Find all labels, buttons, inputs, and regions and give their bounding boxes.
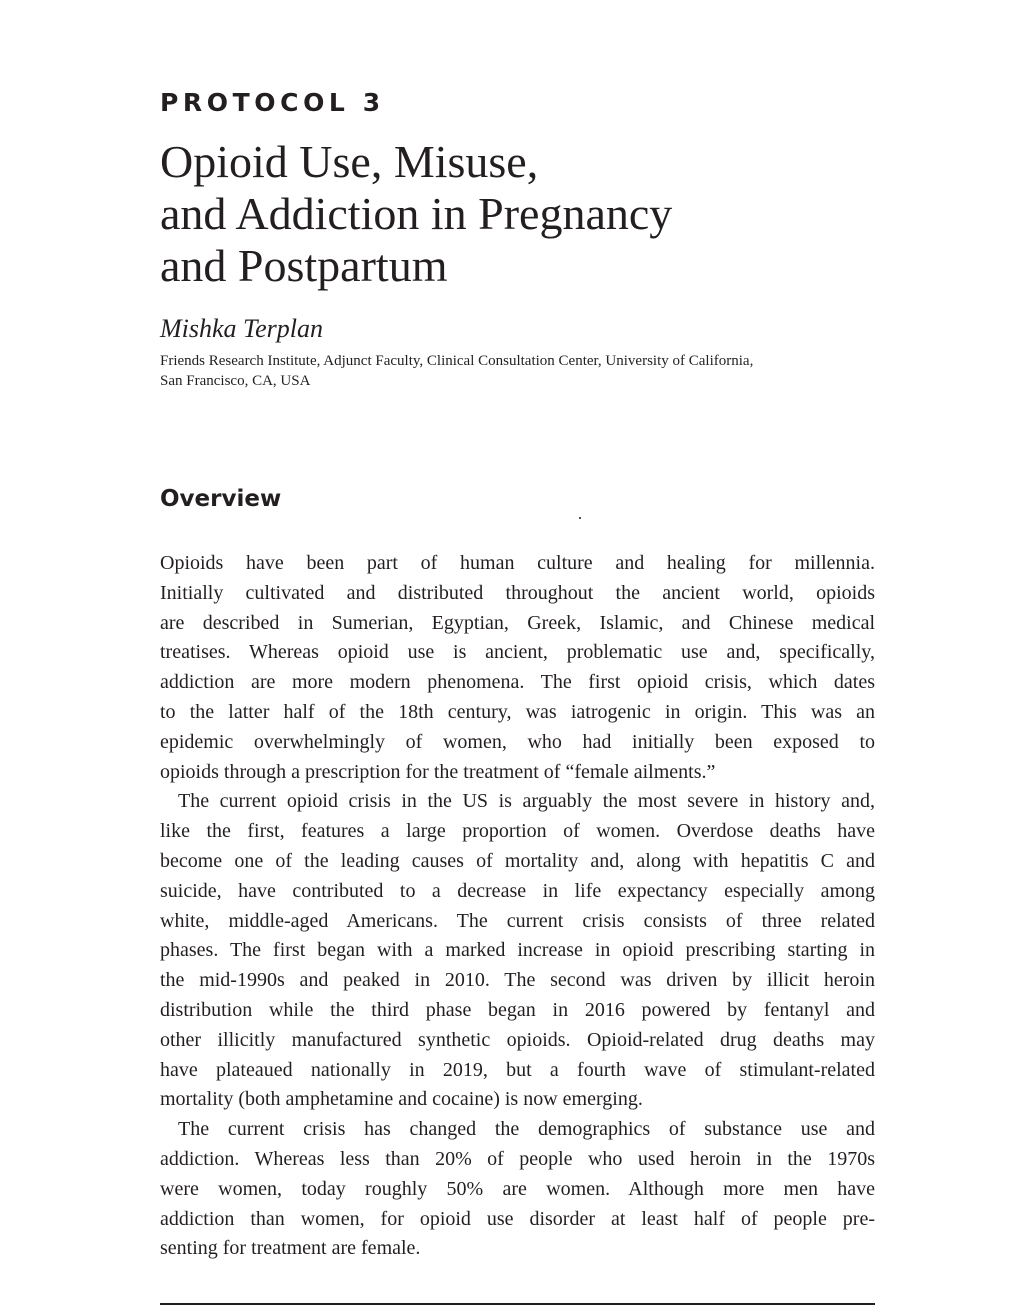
text-line: suicide, have contributed to a decrease in life expectancy especially among: [160, 879, 875, 902]
text-line: become one of the leading causes of mortality and, along with hepatitis C and: [160, 849, 875, 872]
text-line: mortality (both amphetamine and cocaine) is now emerging.: [160, 1088, 643, 1111]
protocol-label: PROTOCOL 3: [160, 88, 385, 117]
paragraph: [160, 1115, 875, 1264]
body-text: [160, 549, 875, 1264]
footer-rule: [160, 1303, 875, 1305]
text-line: to the latter half of the 18th century, was iatrogenic in origin. This was an: [160, 700, 875, 723]
affiliation-line: San Francisco, CA, USA: [160, 373, 311, 389]
title-line: Opioid Use, Misuse,: [160, 136, 539, 187]
text-line: phases. The first began with a marked increase in opioid prescribing starting in: [160, 939, 875, 962]
text-line: are described in Sumerian, Egyptian, Greek, Islamic, and Chinese medical: [160, 611, 875, 634]
author-name: Mishka Terplan: [160, 314, 323, 343]
text-line: white, middle-aged Americans. The current crisis consists of three related: [160, 909, 875, 932]
text-line: addiction are more modern phenomena. The first opioid crisis, which dates: [160, 671, 875, 694]
title-line: and Addiction in Pregnancy: [160, 188, 673, 239]
chapter-title: [160, 136, 672, 292]
text-line: like the first, features a large proportion of women. Overdose deaths have: [160, 820, 875, 843]
paragraph: [160, 787, 875, 1115]
text-line: senting for treatment are female.: [160, 1237, 421, 1260]
affiliation-line: Friends Research Institute, Adjunct Faculty, Clinical Consultation Center, University of California,: [160, 353, 754, 369]
title-line: and Postpartum: [160, 240, 448, 291]
section-heading: Overview: [160, 486, 282, 512]
text-line: addiction than women, for opioid use disorder at least half of people pre-: [160, 1207, 875, 1230]
text-line: opioids through a prescription for the treatment of “female ailments.”: [160, 760, 716, 783]
text-line: distribution while the third phase began in 2016 powered by fentanyl and: [160, 998, 875, 1021]
text-line: treatises. Whereas opioid use is ancient, problematic use and, specifically,: [160, 641, 875, 664]
text-line: The current crisis has changed the demographics of substance use and: [178, 1118, 875, 1141]
author-affiliation: [160, 351, 753, 391]
text-line: have plateaued nationally in 2019, but a fourth wave of stimulant-related: [160, 1058, 875, 1081]
text-line: addiction. Whereas less than 20% of people who used heroin in the 1970s: [160, 1147, 875, 1170]
text-line: Initially cultivated and distributed throughout the ancient world, opioids: [160, 581, 875, 604]
text-line: The current opioid crisis in the US is arguably the most severe in history and,: [178, 790, 875, 813]
paragraph: [160, 549, 875, 787]
stray-mark: [579, 517, 581, 519]
text-line: the mid-1990s and peaked in 2010. The second was driven by illicit heroin: [160, 969, 875, 992]
text-line: Opioids have been part of human culture and healing for millennia.: [160, 552, 875, 574]
text-line: were women, today roughly 50% are women. Although more men have: [160, 1177, 875, 1200]
text-line: other illicitly manufactured synthetic opioids. Opioid-related drug deaths may: [160, 1028, 875, 1051]
text-line: epidemic overwhelmingly of women, who had initially been exposed to: [160, 730, 875, 753]
